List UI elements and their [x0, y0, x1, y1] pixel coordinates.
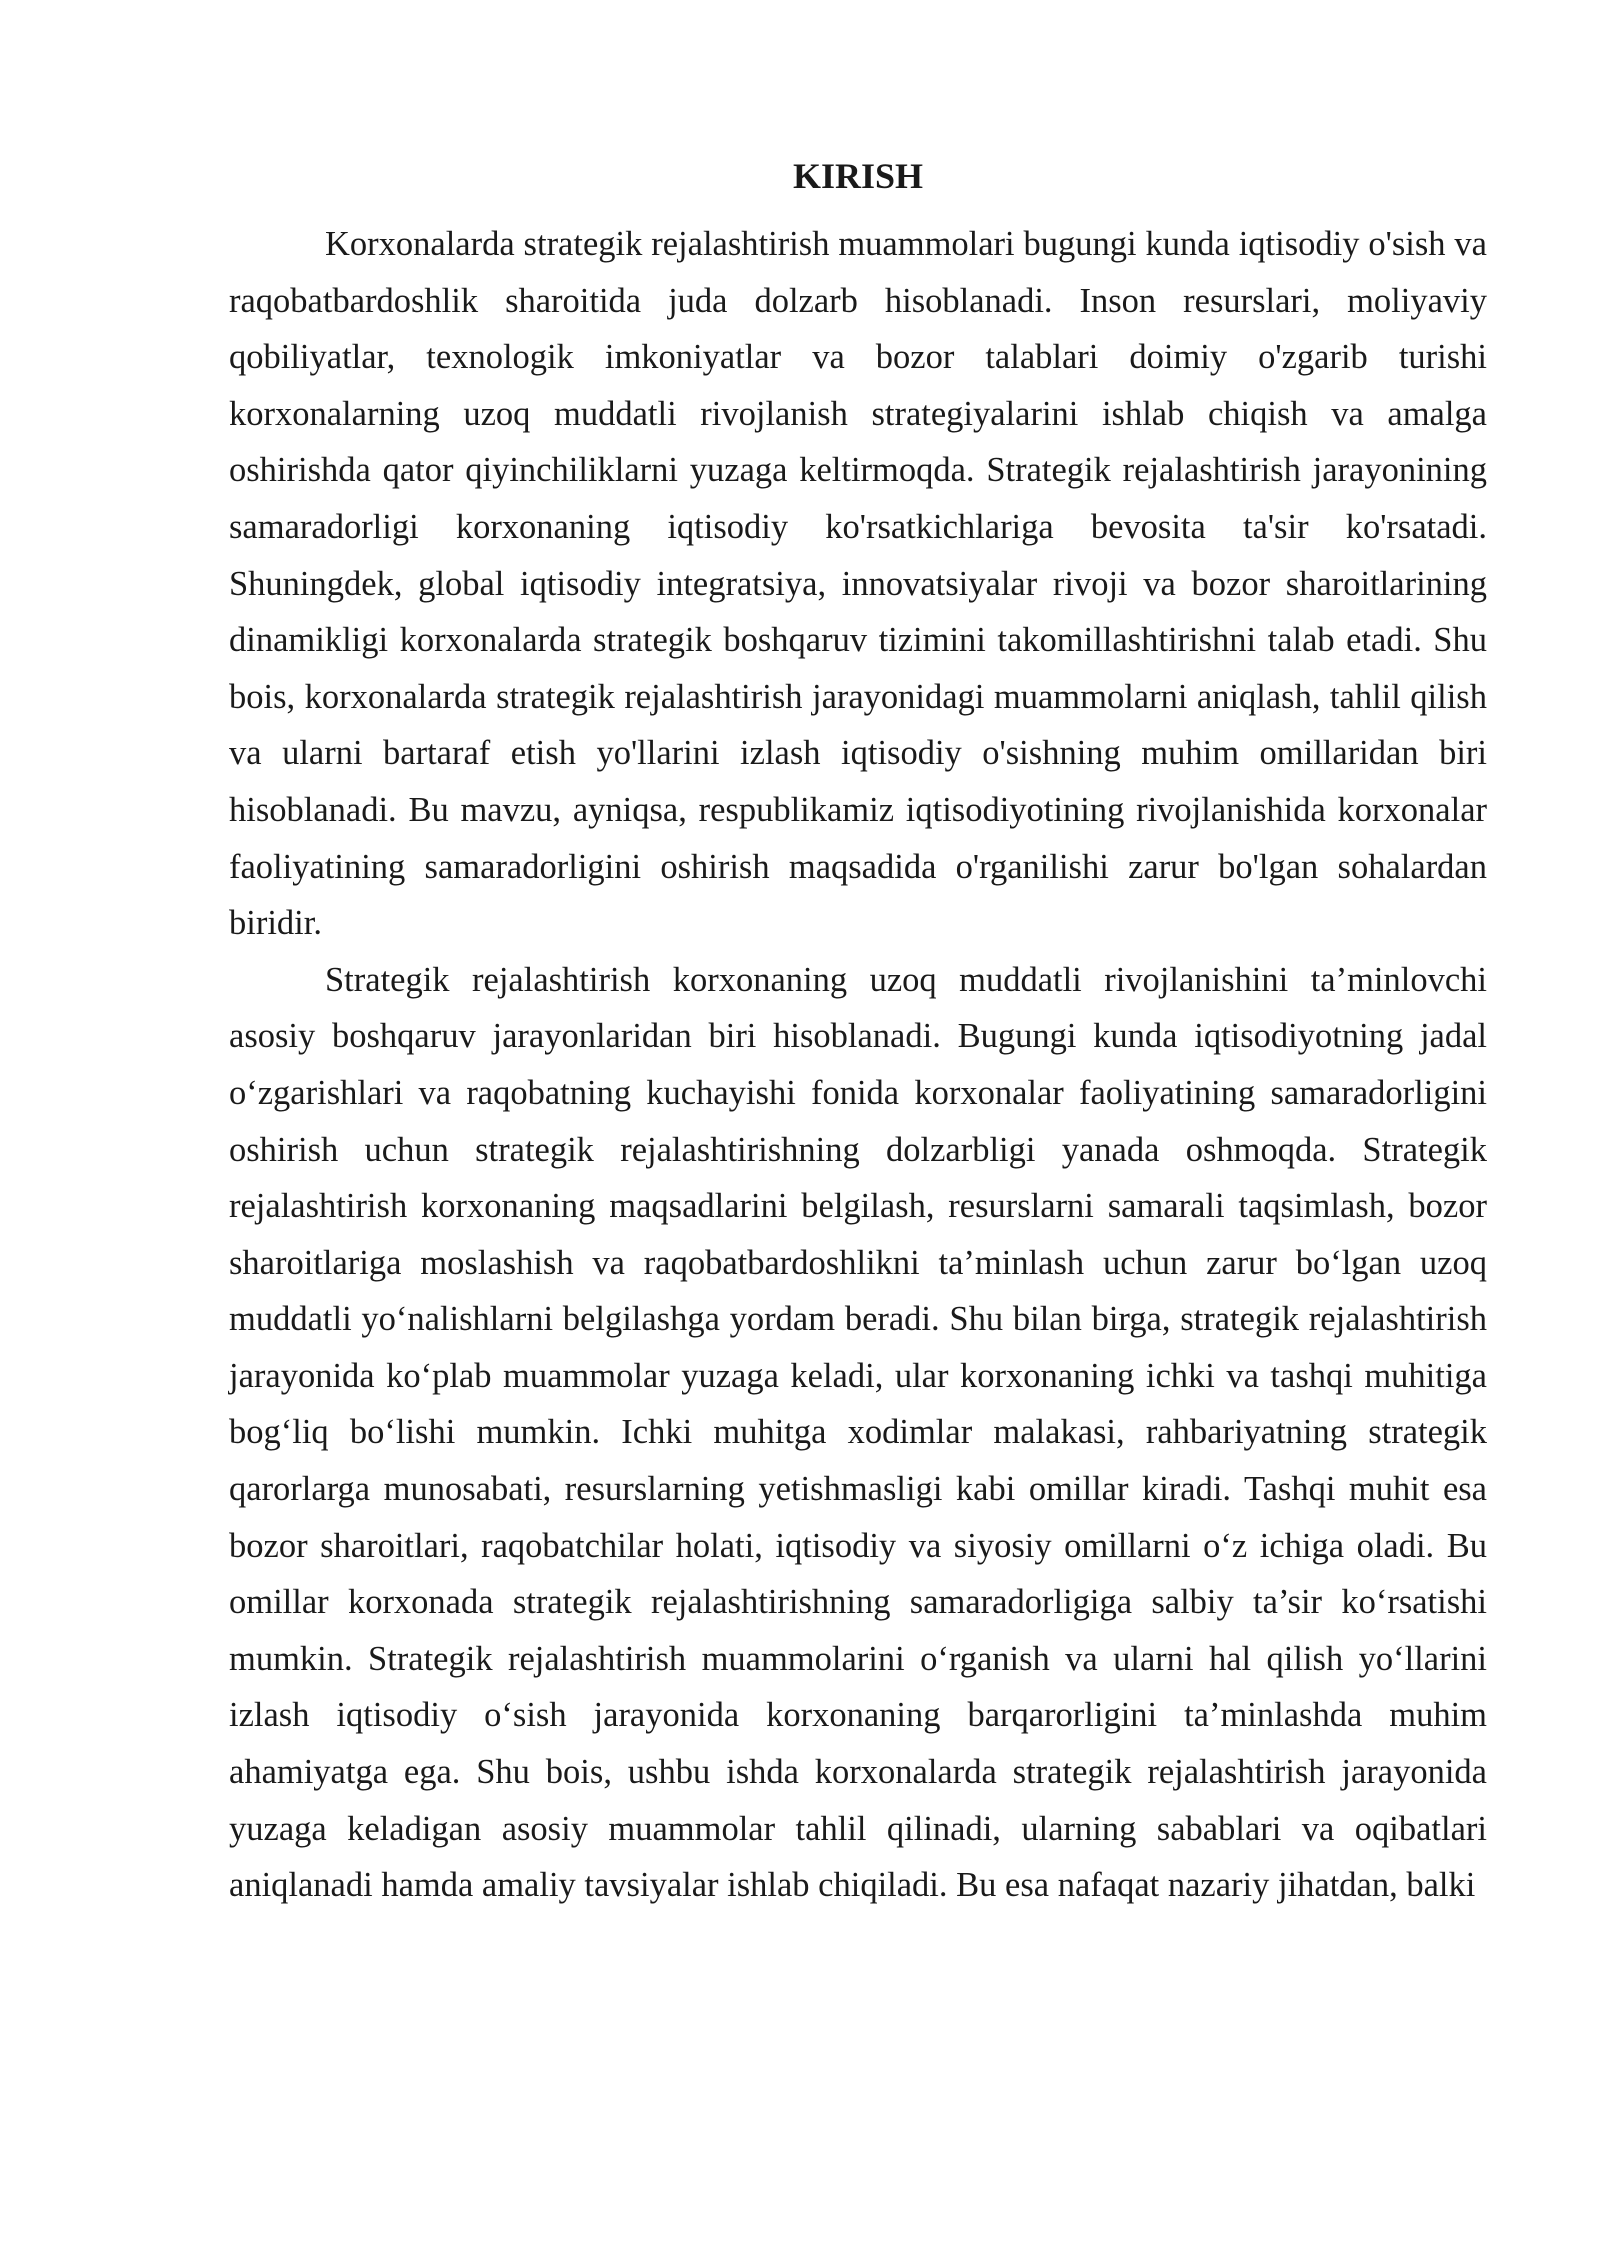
paragraph-2: Strategik rejalashtirish korxonaning uzoq muddatli rivojlanishini ta’minlovchi asosiy boshqaruv jarayonlaridan biri hisoblanadi. Bugungi kunda iqtisodiyotning jadal o‘zgarishlari va raqobatning kuchayishi fonida korxonalar faoliyatining samaradorligini oshirish uchun strategik rejalashtirishning dolzarbligi yanada oshmoqda. Strategik rejalashtirish korxonaning maqsadlarini belgilash, resurslarni samarali taqsimlash, bozor sharoitlariga moslashish va raqobatbardoshlikni ta’minlash uchun zarur bo‘lgan uzoq muddatli yo‘nalishlarni belgilashga yordam beradi. Shu bilan birga, strategik rejalashtirish jarayonida ko‘plab muammolar yuzaga keladi, ular korxonaning ichki va tashqi muhitiga bog‘liq bo‘lishi mumkin. Ichki muhitga xodimlar malakasi, rahbariyatning strategik qarorlarga munosabati, resurslarning yetishmasligi kabi omillar kiradi. Tashqi muhit esa bozor sharoitlari, raqobatchilar holati, iqtisodiy va siyosiy omillarni o‘z ichiga oladi. Bu omillar korxonada strategik rejalashtirishning samaradorligiga salbiy ta’sir ko‘rsatishi mumkin. Strategik rejalashtirish muammolarini o‘rganish va ularni hal qilish yo‘llarini izlash iqtisodiy o‘sish jarayonida korxonaning barqarorligini ta’minlashda muhim ahamiyatga ega. Shu bois, ushbu ishda korxonalarda strategik rejalashtirish jarayonida yuzaga keladigan asosiy muammolar tahlil qilinadi, ularning sabablari va oqibatlari aniqlanadi hamda amaliy tavsiyalar ishlab chiqiladi. Bu esa nafaqat nazariy jihatdan, balki [229, 960, 1487, 1905]
page-title: KIRISH [792, 156, 924, 196]
paragraph-1: Korxonalarda strategik rejalashtirish muammolari bugungi kunda iqtisodiy o'sish va raqobatbardoshlik sharoitida juda dolzarb hisoblanadi. Inson resurslari, moliyaviy qobiliyatlar, texnologik imkoniyatlar va bozor talablari doimiy o'zgarib turishi korxonalarning uzoq muddatli rivojlanish strategiyalarini ishlab chiqish va amalga oshirishda qator qiyinchiliklarni yuzaga keltirmoqda. Strategik rejalashtirish jarayonining samaradorligi korxonaning iqtisodiy ko'rsatkichlariga bevosita ta'sir ko'rsatadi. Shuningdek, global iqtisodiy integratsiya, innovatsiyalar rivoji va bozor sharoitlarining dinamikligi korxonalarda strategik boshqaruv tizimini takomillashtirishni talab etadi. Shu bois, korxonalarda strategik rejalashtirish jarayonidagi muammolarni aniqlash, tahlil qilish va ularni bartaraf etish yo'llarini izlash iqtisodiy o'sishning muhim omillaridan biri hisoblanadi. Bu mavzu, ayniqsa, respublikamiz iqtisodiyotining rivojlanishida korxonalar faoliyatining samaradorligini oshirish maqsadida o'rganilishi zarur bo'lgan sohalardan biridir. [229, 225, 1487, 943]
document-body [229, 148, 1487, 1914]
